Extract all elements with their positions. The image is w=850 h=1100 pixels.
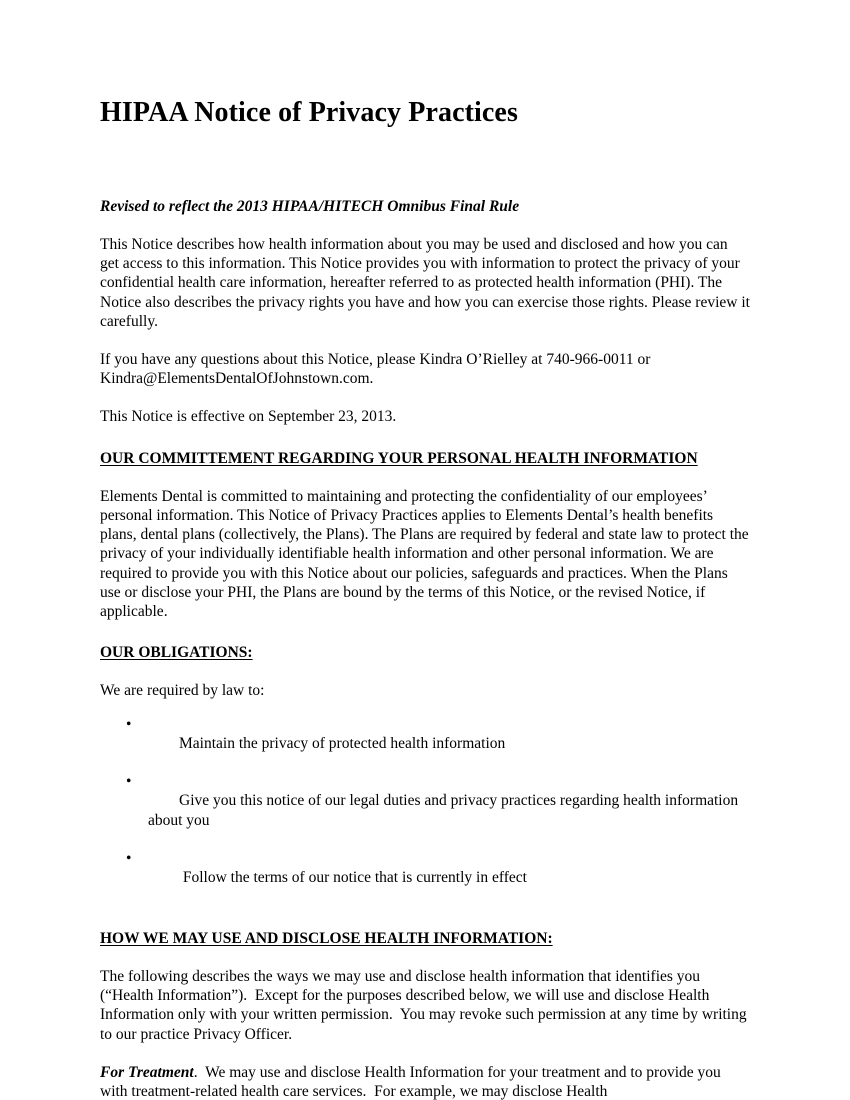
list-item [100, 849, 750, 907]
for-treatment-lead: For Treatment [100, 1063, 194, 1081]
contact-paragraph: If you have any questions about this Notice, please Kindra O’Rielley at 740-966-0011 or Kindra@ElementsDentalOfJohnstown.com. [100, 351, 655, 388]
section-heading-use-disclose [100, 907, 750, 948]
for-treatment-paragraph [100, 1044, 750, 1100]
use-disclose-paragraph: The following describes the ways we may use and disclose health information that identifies you (“Health Information”). Except for the purposes described below, we will use and disclose Health Information only with your written permission. You may revoke such permission at any time by writing to our practice Privacy Officer. [100, 967, 751, 1043]
document-content [100, 96, 754, 1100]
section-heading-obligations-text: OUR OBLIGATIONS: [100, 644, 253, 662]
list-item [100, 715, 750, 773]
page-title: HIPAA Notice of Privacy Practices [100, 97, 518, 128]
commitment-paragraph: Elements Dental is committed to maintaining and protecting the confidentiality of our employees’ personal information. This Notice of Privacy Practices applies to Elements Dental’s health benefits plans, dental plans (collectively, the Plans). The Plans are required by federal and state law to protect the privacy of your individually identifiable health information and other personal information. We are required to provide you with this Notice about our policies, safeguards and practices. When the Plans use or disclose your PHI, the Plans are bound by the terms of this Notice, or the revised Notice, if applicable. [100, 487, 753, 621]
obligations-list [100, 701, 750, 907]
effective-date-paragraph: This Notice is effective on September 23, 2013. [100, 408, 397, 426]
list-item [100, 772, 750, 849]
list-item-label: Follow the terms of our notice that is currently in effect [179, 869, 527, 887]
section-heading-commitment-text: OUR COMMITTEMENT REGARDING YOUR PERSONAL HEALTH INFORMATION [100, 449, 698, 467]
obligations-intro: We are required by law to: [100, 682, 265, 700]
bullet-icon: • [126, 715, 132, 733]
list-item-label: Maintain the privacy of protected health information [179, 734, 506, 752]
bullet-icon: • [126, 850, 132, 868]
list-item-label: Give you this notice of our legal duties and privacy practices regarding health information about you [148, 792, 742, 829]
bullet-icon: • [126, 773, 132, 791]
section-heading-use-disclose-text: HOW WE MAY USE AND DISCLOSE HEALTH INFORMATION: [100, 929, 553, 947]
document-subtitle: Revised to reflect the 2013 HIPAA/HITECH Omnibus Final Rule [100, 198, 520, 215]
for-treatment-body: . We may use and disclose Health Information for your treatment and to provide you with treatment-related health care services. For example, we may disclose Health [100, 1063, 725, 1100]
section-heading-obligations [100, 621, 750, 662]
section-heading-commitment [100, 427, 750, 468]
intro-paragraph: This Notice describes how health information about you may be used and disclosed and how you can get access to this information. This Notice provides you with information to protect the privacy of your confidential health care information, hereafter referred to as protected health information (PHI). The Notice also describes the privacy rights you have and how you can exercise those rights. Please review it carefully. [100, 236, 754, 330]
